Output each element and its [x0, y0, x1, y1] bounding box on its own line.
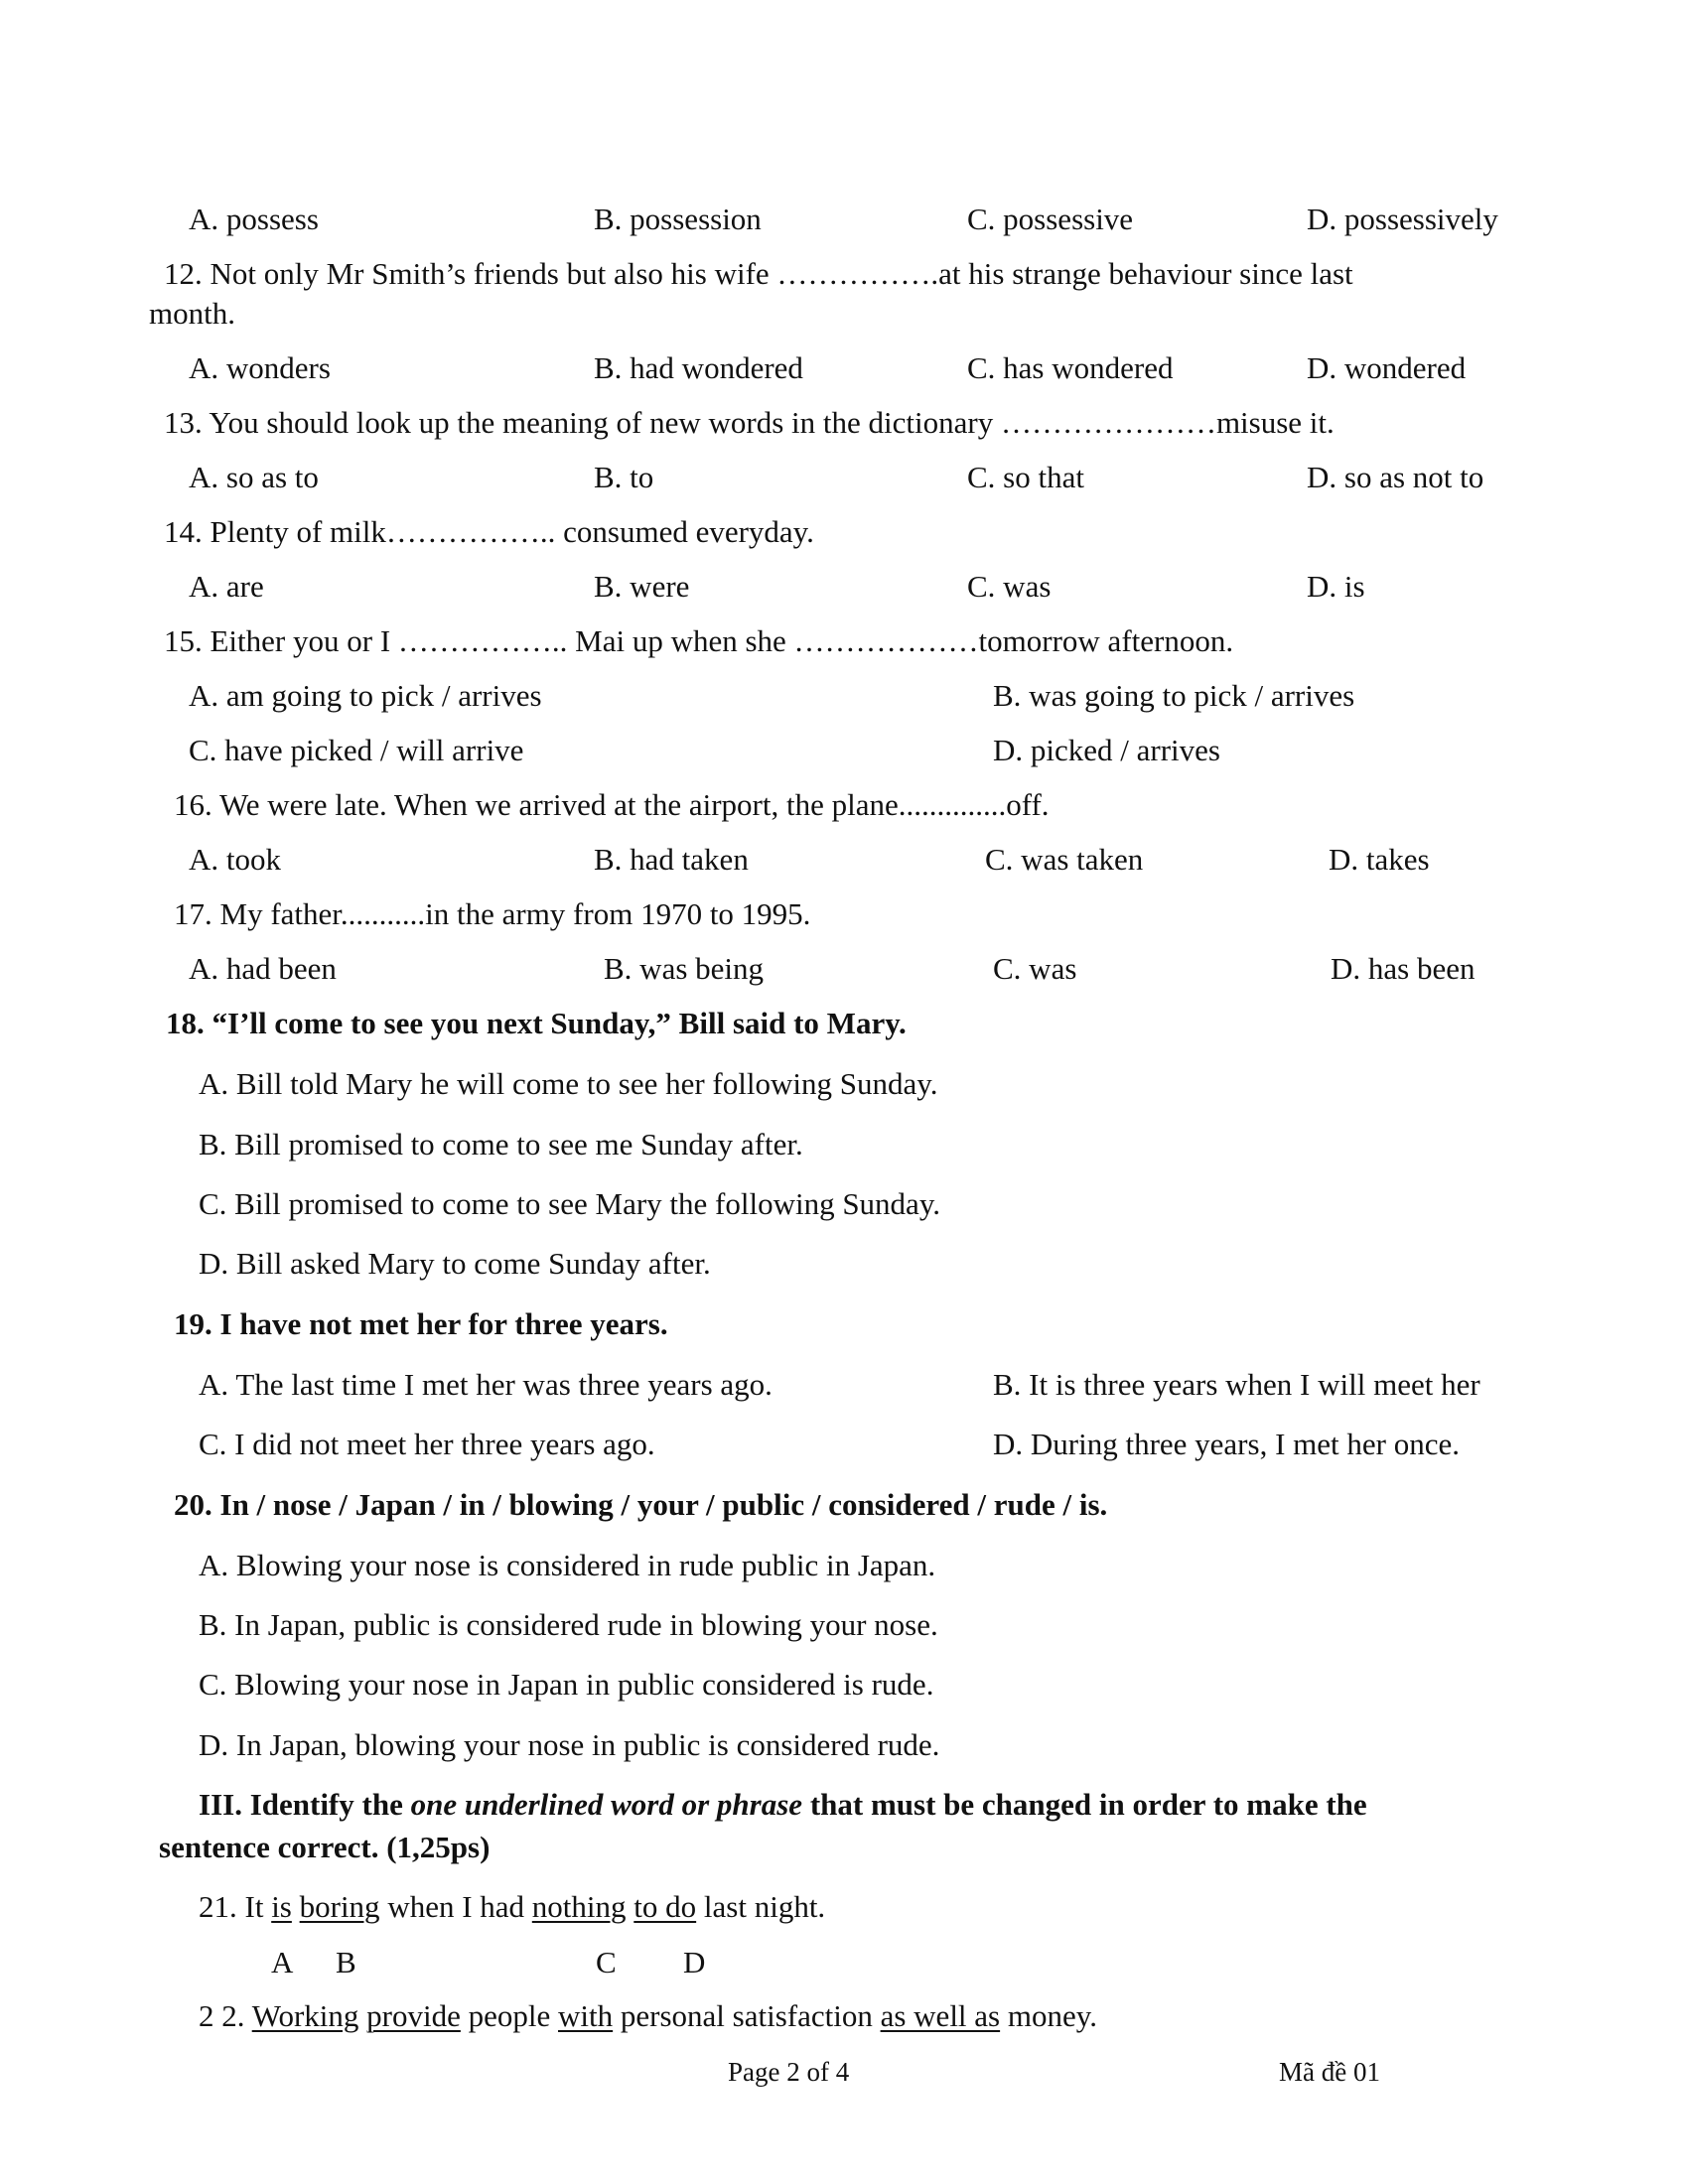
- q15-option-a: A. am going to pick / arrives: [189, 678, 542, 713]
- q11-option-c: C. possessive: [967, 202, 1134, 236]
- q18-stem: 18. “I’ll come to see you next Sunday,” Bill said to Mary.: [166, 1006, 907, 1040]
- q21-letter-b: B: [336, 1945, 356, 1979]
- section-3-heading-italic: one underlined word or phrase: [410, 1787, 803, 1822]
- q12-stem-line2: month.: [149, 296, 235, 331]
- q18-option-d: D. Bill asked Mary to come Sunday after.: [199, 1246, 711, 1281]
- q19-stem: 19. I have not met her for three years.: [174, 1306, 668, 1341]
- q15-stem: 15. Either you or I …………….. Mai up when she ………………tomorrow afternoon.: [164, 623, 1234, 658]
- q19-option-c: C. I did not meet her three years ago.: [199, 1427, 655, 1461]
- q12-option-a: A. wonders: [189, 350, 331, 385]
- q21-underlined-c: nothing: [531, 1889, 627, 1924]
- q18-option-a: A. Bill told Mary he will come to see her following Sunday.: [199, 1066, 938, 1101]
- q14-option-b: B. were: [594, 569, 690, 604]
- section-3-heading-part1: III. Identify the: [199, 1787, 411, 1822]
- q19-option-d: D. During three years, I met her once.: [993, 1427, 1460, 1461]
- q22-underlined-b: provide: [366, 1998, 461, 2033]
- q18-option-c: C. Bill promised to come to see Mary the following Sunday.: [199, 1186, 941, 1221]
- q11-option-a: A. possess: [189, 202, 319, 236]
- q19-option-a: A. The last time I met her was three years ago.: [199, 1367, 773, 1402]
- q20-stem: 20. In / nose / Japan / in / blowing / your / public / considered / rude / is.: [174, 1487, 1108, 1522]
- q13-option-d: D. so as not to: [1307, 460, 1484, 494]
- q15-option-d: D. picked / arrives: [993, 733, 1220, 767]
- q12-option-d: D. wondered: [1307, 350, 1467, 385]
- section-3-heading-line2: sentence correct. (1,25ps): [159, 1830, 491, 1864]
- section-3-heading-part2: that must be changed in order to make the: [802, 1787, 1367, 1822]
- q11-option-d: D. possessively: [1307, 202, 1498, 236]
- q22-number: 2 2.: [199, 1998, 252, 2033]
- q21-underlined-d: to do: [633, 1889, 697, 1924]
- q12-stem-line1: 12. Not only Mr Smith’s friends but also his wife …………….at his strange behaviour since last: [164, 256, 1353, 291]
- q14-option-a: A. are: [189, 569, 264, 604]
- q22-underlined-c: with: [558, 1998, 614, 2033]
- q16-option-d: D. takes: [1329, 842, 1430, 877]
- q14-option-c: C. was: [967, 569, 1052, 604]
- q17-option-d: D. has been: [1331, 951, 1476, 986]
- q21-letter-a: A: [271, 1945, 294, 1979]
- q22-space: [358, 1998, 366, 2033]
- q22-underlined-d: as well as: [880, 1998, 1001, 2033]
- page-number: Page 2 of 4: [728, 2057, 850, 2087]
- q21-end-text: last night.: [696, 1889, 826, 1924]
- q17-option-b: B. was being: [604, 951, 765, 986]
- q14-stem: 14. Plenty of milk…………….. consumed everyday.: [164, 514, 814, 549]
- exam-code: Mã đề 01: [1279, 2057, 1380, 2087]
- q17-option-a: A. had been: [189, 951, 337, 986]
- q20-option-c: C. Blowing your nose in Japan in public considered is rude.: [199, 1667, 934, 1702]
- q13-stem: 13. You should look up the meaning of new words in the dictionary …………………misuse it.: [164, 405, 1335, 440]
- q13-option-b: B. to: [594, 460, 654, 494]
- section-3-heading: [199, 1789, 1367, 1820]
- q14-option-d: D. is: [1307, 569, 1365, 604]
- q22-sentence: [199, 2000, 1097, 2031]
- q13-option-a: A. so as to: [189, 460, 319, 494]
- q22-middle-text: personal satisfaction: [613, 1998, 881, 2033]
- q13-option-c: C. so that: [967, 460, 1084, 494]
- q19-option-b: B. It is three years when I will meet her: [993, 1367, 1480, 1402]
- q21-letter-c: C: [596, 1945, 617, 1979]
- q15-option-c: C. have picked / will arrive: [189, 733, 524, 767]
- q18-option-b: B. Bill promised to come to see me Sunday after.: [199, 1127, 803, 1161]
- q16-stem: 16. We were late. When we arrived at the airport, the plane..............off.: [174, 787, 1050, 822]
- q20-option-b: B. In Japan, public is considered rude in blowing your nose.: [199, 1607, 938, 1642]
- q17-option-c: C. was: [993, 951, 1077, 986]
- q16-option-c: C. was taken: [985, 842, 1144, 877]
- q21-letter-d: D: [683, 1945, 706, 1979]
- q21-sentence: [199, 1891, 825, 1922]
- q22-end-text: money.: [1000, 1998, 1097, 2033]
- q22-underlined-a: Working: [251, 1998, 359, 2033]
- q21-middle-text: when I had: [379, 1889, 532, 1924]
- q17-stem: 17. My father...........in the army from 1970 to 1995.: [174, 896, 811, 931]
- q21-underlined-a: is: [271, 1889, 292, 1924]
- q21-space: [292, 1889, 300, 1924]
- q12-option-c: C. has wondered: [967, 350, 1174, 385]
- q20-option-d: D. In Japan, blowing your nose in public is considered rude.: [199, 1727, 940, 1762]
- q22-middle-text: people: [460, 1998, 559, 2033]
- q16-option-a: A. took: [189, 842, 281, 877]
- q12-option-b: B. had wondered: [594, 350, 803, 385]
- q11-option-b: B. possession: [594, 202, 762, 236]
- q16-option-b: B. had taken: [594, 842, 749, 877]
- q20-option-a: A. Blowing your nose is considered in rude public in Japan.: [199, 1548, 936, 1582]
- q15-option-b: B. was going to pick / arrives: [993, 678, 1355, 713]
- q21-underlined-b: boring: [299, 1889, 380, 1924]
- q21-number: 21. It: [199, 1889, 272, 1924]
